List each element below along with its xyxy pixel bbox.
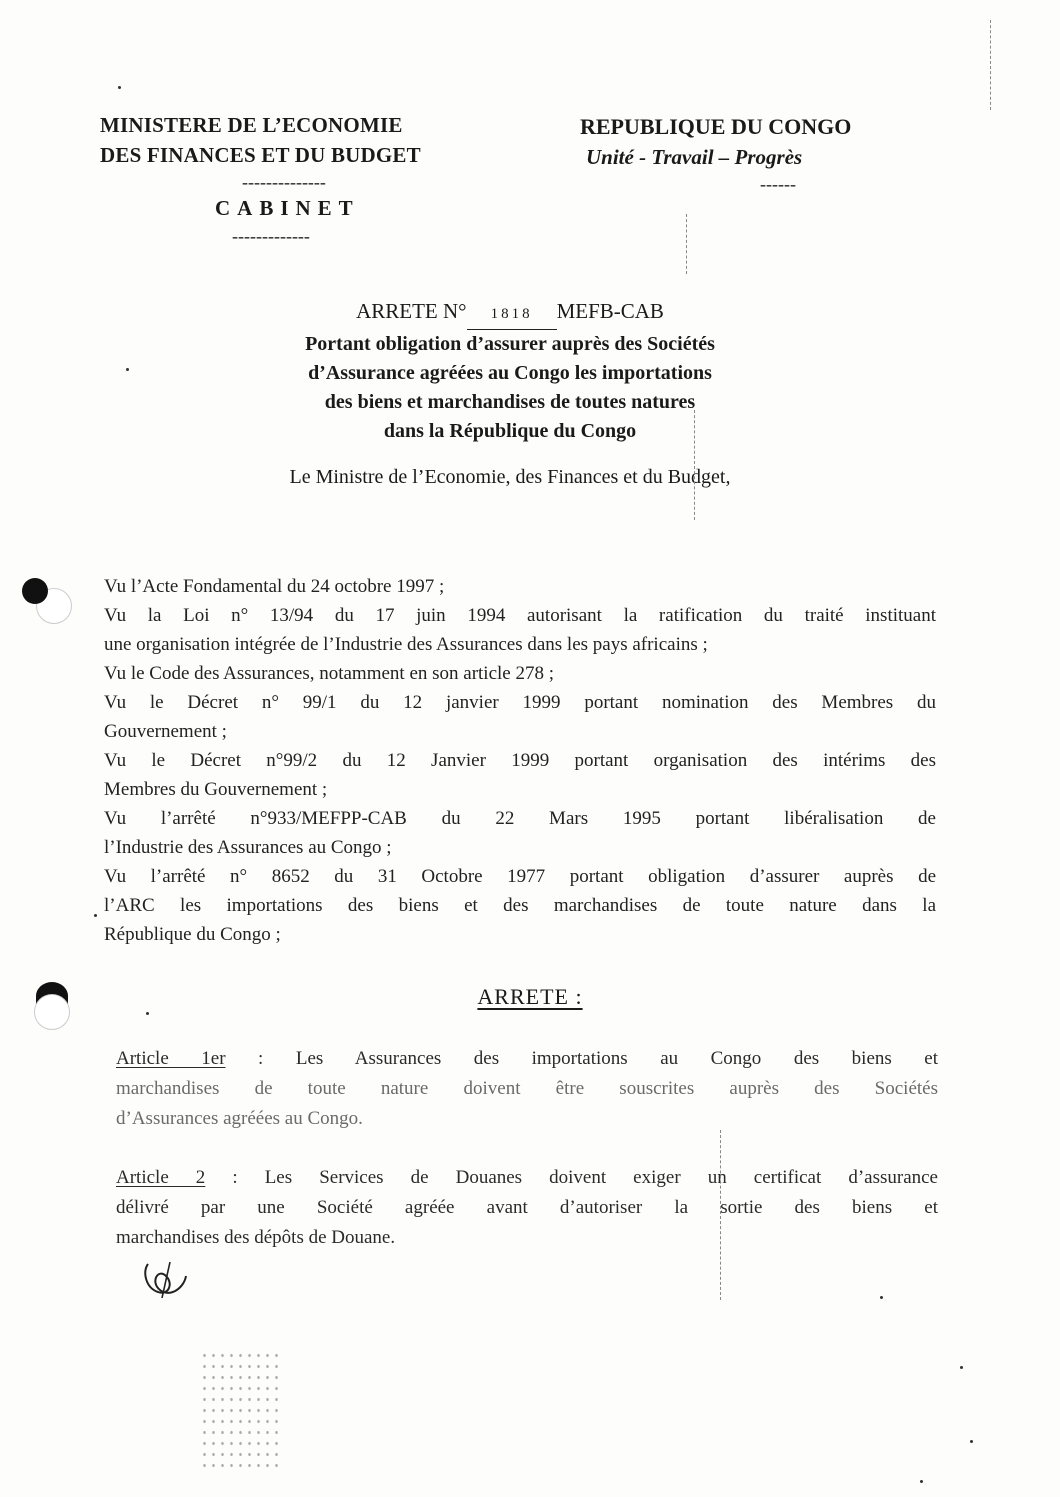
- punch-hole: [22, 578, 48, 604]
- republic-motto: Unité - Travail – Progrès: [586, 145, 803, 169]
- consideration-line: Vu le Décret n° 99/1 du 12 janvier 1999 portant nomination des Membres du: [104, 692, 936, 713]
- article-separator: :: [205, 1167, 265, 1188]
- subtitle-line: dans la République du Congo: [383, 420, 637, 442]
- subtitle-line: des biens et marchandises de toutes natures: [324, 391, 696, 413]
- consideration-line: Vu le Décret n°99/2 du 12 Janvier 1999 portant organisation des intérims des: [104, 750, 936, 771]
- separator-1: --------------: [242, 172, 326, 192]
- scan-dot: [960, 1366, 963, 1369]
- article-line: marchandises de toute nature doivent être souscrites auprès des Sociétés: [116, 1078, 938, 1099]
- article-1: [116, 1044, 938, 1134]
- scan-dot: [146, 1012, 149, 1015]
- consideration-line: Gouvernement ;: [104, 721, 227, 742]
- article-separator: :: [225, 1048, 296, 1069]
- consideration-line: Vu l’Acte Fondamental du 24 octobre 1997 ;: [104, 576, 445, 597]
- article-line: [116, 1163, 938, 1193]
- subtitle-line: Portant obligation d’assurer auprès des Sociétés: [305, 333, 715, 355]
- consideration-line: une organisation intégrée de l’Industrie des Assurances dans les pays africains ;: [104, 634, 708, 655]
- scan-dot: [920, 1480, 923, 1483]
- considerations: [104, 572, 936, 949]
- arrete-heading: [400, 984, 660, 1010]
- separator-2: -------------: [232, 226, 310, 246]
- scan-line: [990, 20, 991, 110]
- decree-title: [200, 296, 820, 446]
- consideration-line: l’ARC les importations des biens et des marchandises de toute nature dans la: [104, 895, 936, 916]
- article-line: [116, 1044, 938, 1074]
- decree-suffix: MEFB-CAB: [556, 299, 664, 323]
- consideration-line: Vu l’arrêté n° 8652 du 31 Octobre 1977 portant obligation d’assurer auprès de: [104, 866, 936, 887]
- republic-name: REPUBLIQUE DU CONGO: [580, 114, 852, 139]
- scan-dot: [118, 86, 121, 89]
- scan-line: [686, 214, 687, 274]
- decree-prefix: ARRETE N°: [356, 299, 467, 323]
- decree-number-line: [200, 296, 820, 330]
- cabinet-label: CABINET: [215, 196, 360, 220]
- punch-hole: [34, 994, 70, 1030]
- scan-dot: [880, 1296, 883, 1299]
- arrete-heading-text: ARRETE :: [477, 984, 583, 1009]
- consideration-line: Membres du Gouvernement ;: [104, 779, 328, 800]
- scan-line: [720, 1130, 721, 1300]
- republic-header: [580, 112, 940, 172]
- handwritten-initials: [140, 1258, 190, 1302]
- separator-3: ------: [760, 174, 796, 194]
- article-label: Article 2: [116, 1167, 206, 1188]
- article-line: marchandises des dépôts de Douane.: [116, 1227, 396, 1248]
- article-2: [116, 1163, 938, 1253]
- scan-dot: [970, 1440, 973, 1443]
- consideration-line: Vu l’arrêté n°933/MEFPP-CAB du 22 Mars 1995 portant libéralisation de: [104, 808, 936, 829]
- minister-line: Le Ministre de l’Economie, des Finances et du Budget,: [289, 466, 731, 488]
- consideration-line: Vu la Loi n° 13/94 du 17 juin 1994 autorisant la ratification du traité instituant: [104, 605, 936, 626]
- article-text: Les Assurances des importations au Congo des biens et: [295, 1048, 938, 1069]
- article-text: Les Services de Douanes doivent exiger un certificat d’assurance: [264, 1167, 938, 1188]
- ministry-line-1: MINISTERE DE L’ECONOMIE: [100, 113, 403, 137]
- ministry-line-2: DES FINANCES ET DU BUDGET: [100, 143, 421, 167]
- article-label: Article 1er: [116, 1048, 226, 1069]
- scan-line: [694, 410, 695, 520]
- articles: [116, 1044, 938, 1282]
- scan-dot: [94, 914, 97, 917]
- consideration-line: Vu le Code des Assurances, notamment en son article 278 ;: [104, 663, 555, 684]
- subtitle-line: d’Assurance agréées au Congo les importations: [308, 362, 712, 384]
- decree-number: 1818: [467, 299, 557, 330]
- article-line: d’Assurances agréées au Congo.: [116, 1108, 363, 1129]
- ministry-header: [100, 110, 540, 170]
- scan-speckles: [200, 1350, 280, 1470]
- article-line: délivré par une Société agréée avant d’autoriser la sortie des biens et: [116, 1197, 938, 1218]
- consideration-line: République du Congo ;: [104, 924, 281, 945]
- consideration-line: l’Industrie des Assurances au Congo ;: [104, 837, 392, 858]
- scan-dot: [126, 368, 129, 371]
